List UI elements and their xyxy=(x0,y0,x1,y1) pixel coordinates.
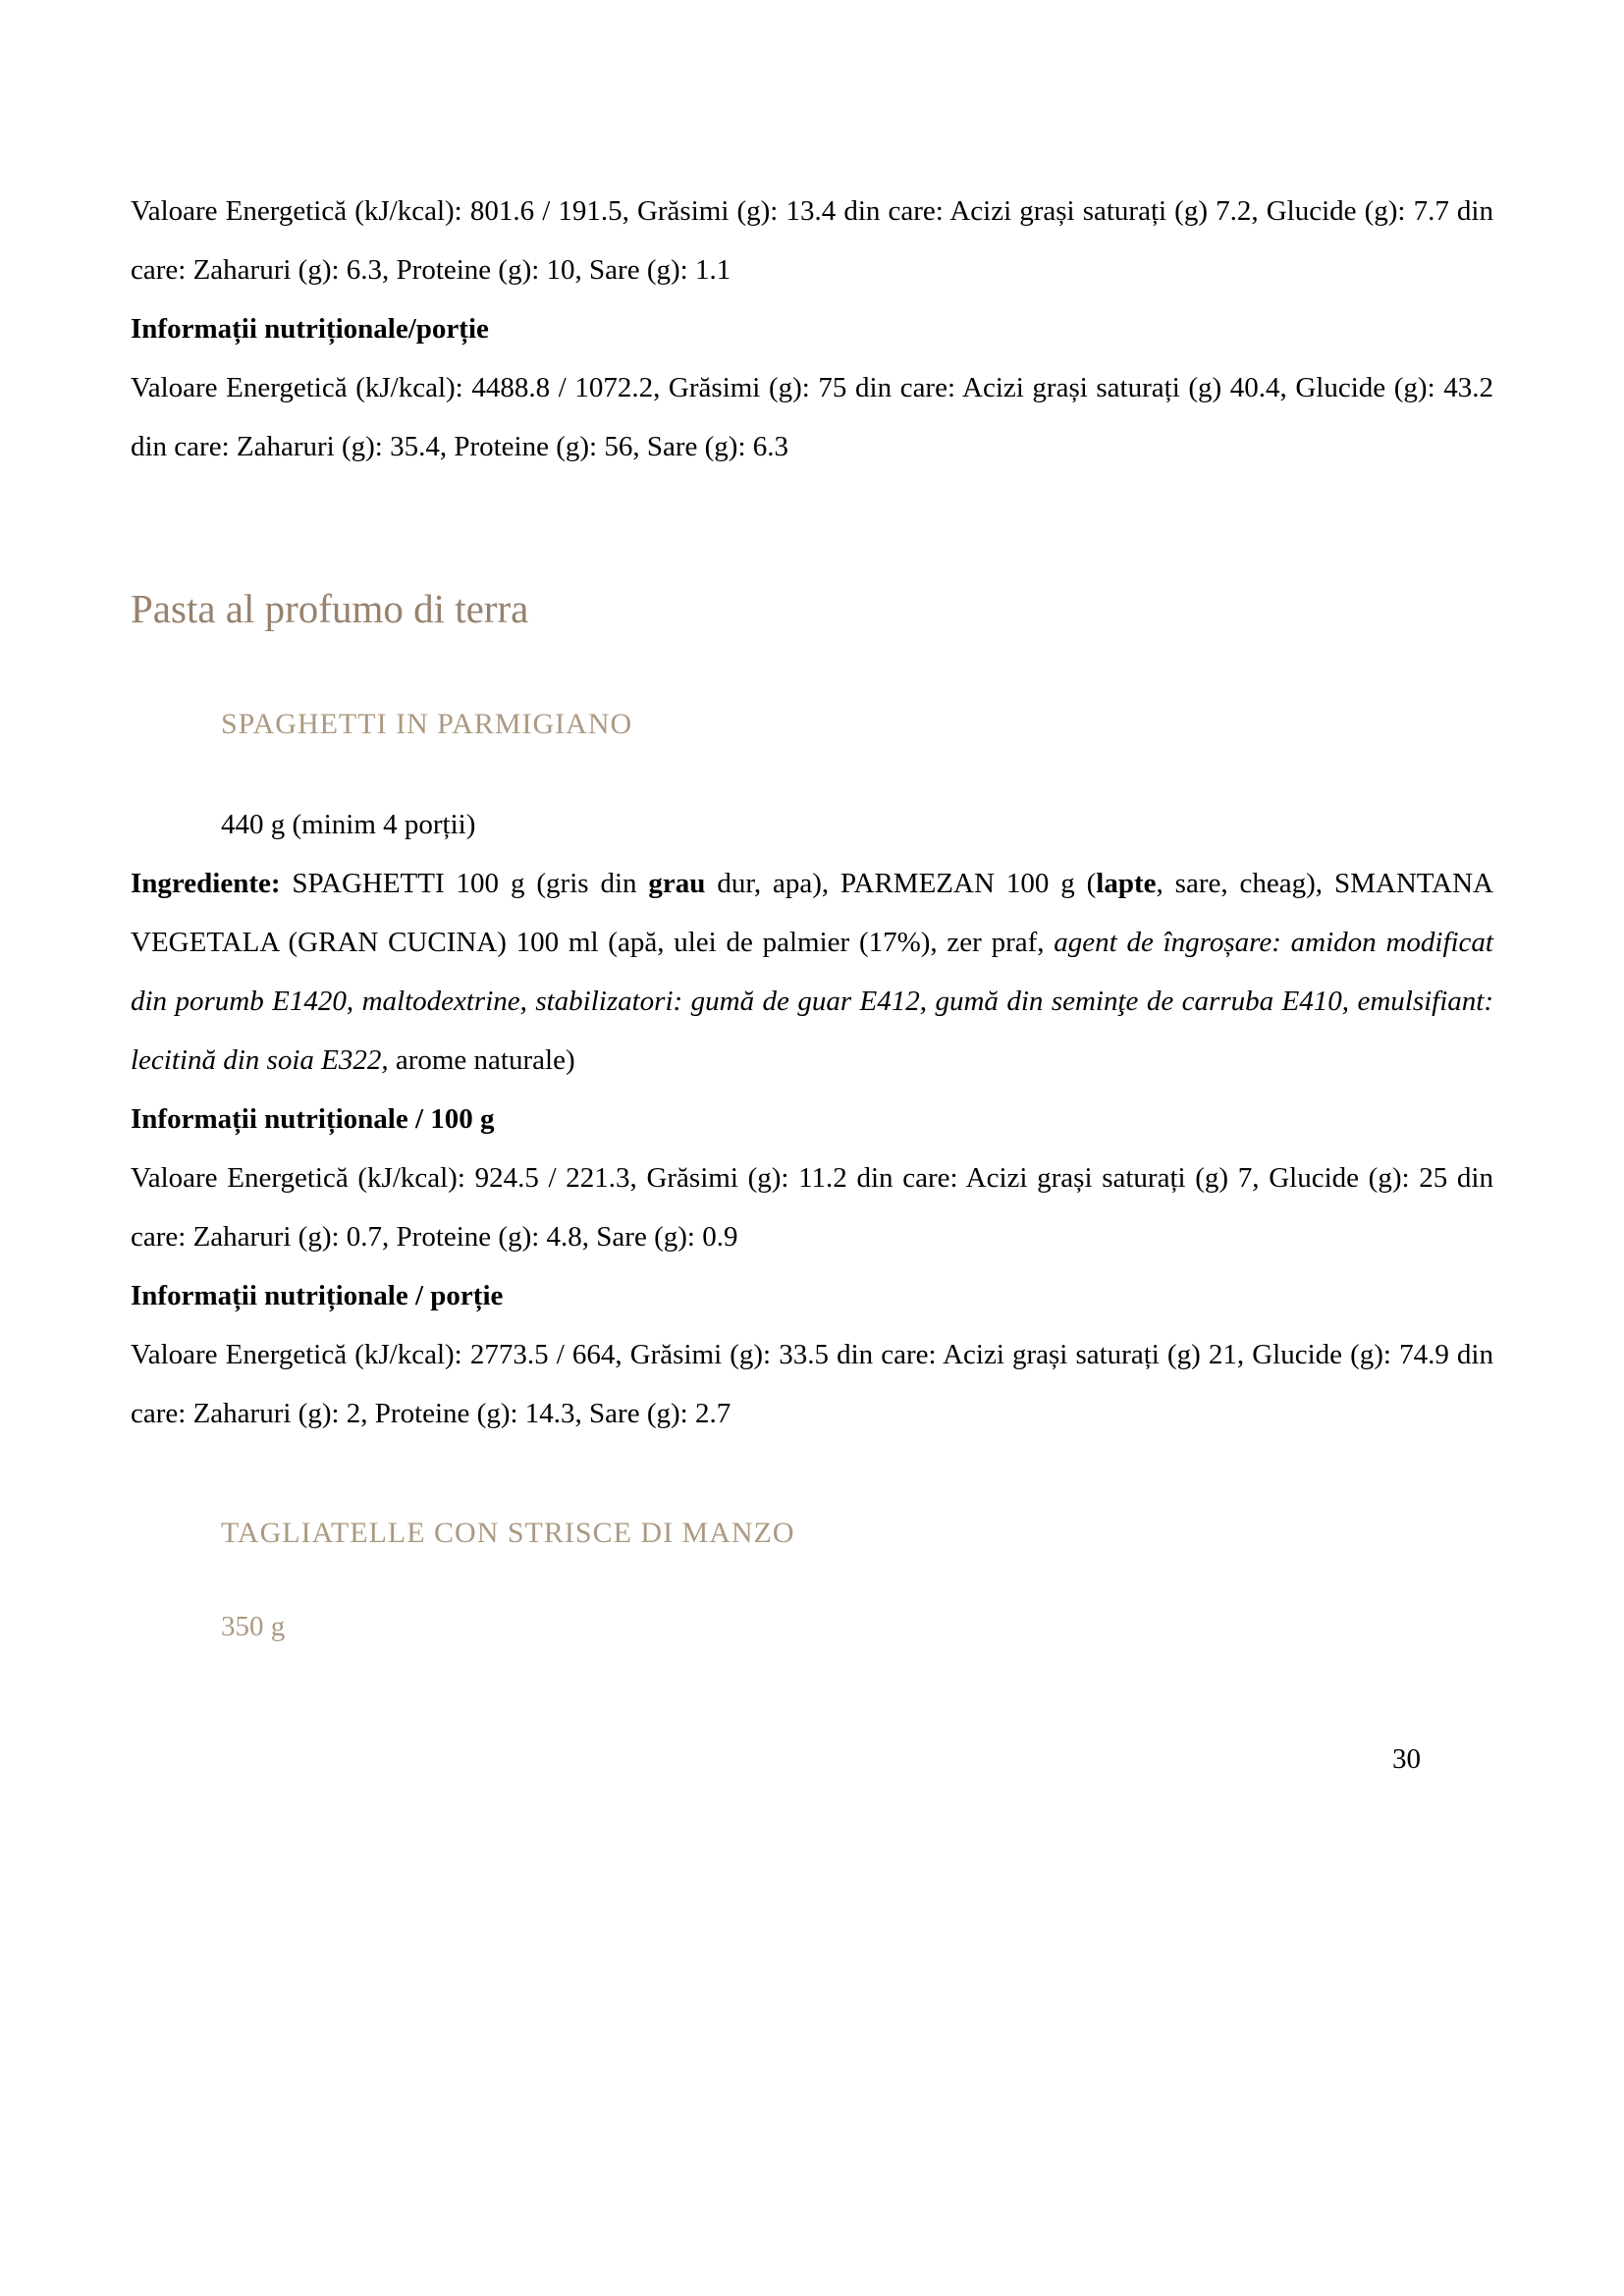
section-title: Pasta al profumo di terra xyxy=(131,586,529,631)
ingredients-paragraph xyxy=(131,854,1493,1090)
dish-title-tagliatelle: TAGLIATELLE CON STRISCE DI MANZO xyxy=(221,1517,795,1549)
dish-title-spaghetti: SPAGHETTI IN PARMIGIANO xyxy=(221,708,633,740)
spaghetti-nutrition-portion-heading: Informații nutriționale / porție xyxy=(131,1280,504,1311)
dish-weight-tagliatelle: 350 g xyxy=(221,1611,286,1642)
ingredients-run: dur, apa), PARMEZAN 100 g ( xyxy=(705,868,1097,899)
dish-weight-spaghetti: 440 g (minim 4 porții) xyxy=(221,809,476,840)
intro-nutrition-per-portion: Valoare Energetică (kJ/kcal): 4488.8 / 1072.2, Grăsimi (g): 75 din care: Acizi grași saturați (g) 40.4, Glucide (g): 43.2 din care: Zaharuri (g): 35.4, Proteine (g): 56, Sare (g): 6.3 xyxy=(131,372,1493,462)
ingredients-run-bold: lapte xyxy=(1096,868,1157,899)
ingredients-label: Ingrediente: xyxy=(131,868,293,899)
spaghetti-nutrition-100g-heading: Informații nutriționale / 100 g xyxy=(131,1103,495,1135)
page-number: 30 xyxy=(1392,1743,1421,1775)
ingredients-run: SPAGHETTI 100 g (gris din xyxy=(292,868,649,899)
ingredients-run-italic: agent de îngroșare: amidon modificat din porumb E1420, maltodextrine, stabilizatori: gumă de guar E412, gumă din seminţe de carruba E410, emulsifiant: lecitină din soia E322, xyxy=(131,927,1493,1076)
intro-nutrition-per-100g: Valoare Energetică (kJ/kcal): 801.6 / 191.5, Grăsimi (g): 13.4 din care: Acizi grași saturați (g) 7.2, Glucide (g): 7.7 din care: Zaharuri (g): 6.3, Proteine (g): 10, Sare (g): 1.1 xyxy=(131,195,1493,286)
ingredients-run-bold: grau xyxy=(648,868,706,899)
ingredients-run: , sare, cheag), SMANTANA VEGETALA (GRAN CUCINA) 100 ml (apă, ulei de palmier (17%), zer praf, xyxy=(131,868,1493,958)
ingredients-run: arome naturale) xyxy=(388,1044,575,1076)
spaghetti-nutrition-per-100g: Valoare Energetică (kJ/kcal): 924.5 / 221.3, Grăsimi (g): 11.2 din care: Acizi grași saturați (g) 7, Glucide (g): 25 din care: Zaharuri (g): 0.7, Proteine (g): 4.8, Sare (g): 0.9 xyxy=(131,1162,1493,1253)
spaghetti-nutrition-per-portion: Valoare Energetică (kJ/kcal): 2773.5 / 664, Grăsimi (g): 33.5 din care: Acizi grași saturați (g) 21, Glucide (g): 74.9 din care: Zaharuri (g): 2, Proteine (g): 14.3, Sare (g): 2.7 xyxy=(131,1339,1493,1429)
intro-nutrition-portion-heading: Informații nutriționale/porție xyxy=(131,313,489,345)
